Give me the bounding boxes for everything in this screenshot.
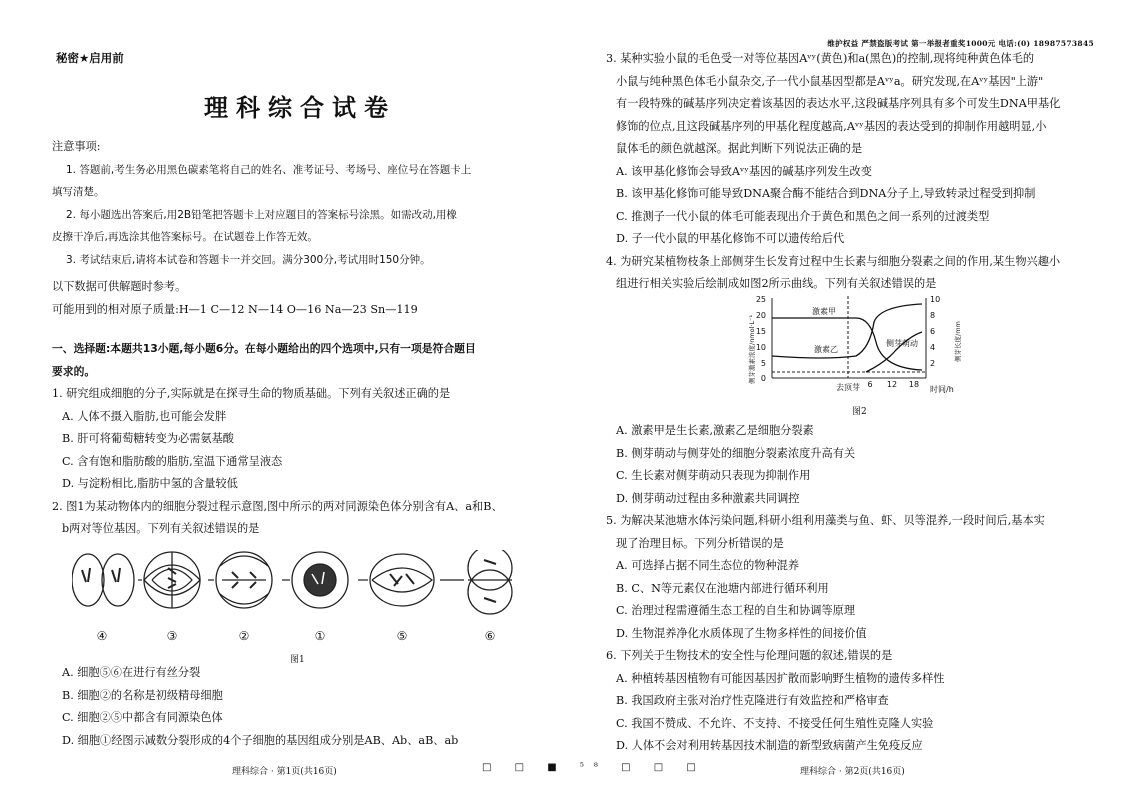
- cell-6: [468, 550, 512, 614]
- note-line: 皮擦干净后,再选涂其他答案标号。在试题卷上作答无效。: [52, 231, 318, 243]
- cell-2: [216, 552, 272, 608]
- figure-2-hormone-chart: [746, 292, 966, 398]
- q2-option-d: D. 细胞①经图示减数分裂形成的4个子细胞的基因组成分别是AB、Ab、aB、ab: [62, 733, 459, 747]
- yr-tick: 6: [930, 327, 936, 336]
- cell-1: [292, 552, 348, 608]
- q4-stem: 4. 为研究某植物枝条上部侧芽生长发育过程中生长素与细胞分裂素之间的作用,某生物兴趣小: [606, 254, 1061, 268]
- q6-option-a: A. 种植转基因植物有可能因基因扩散而影响野生植物的遗传多样性: [616, 671, 945, 685]
- x-axis-label: 时间/h: [930, 385, 954, 394]
- q3-stem-cont: 鼠体毛的颜色就越深。据此判断下列说法正确的是: [616, 142, 863, 155]
- fig1-num-1: ①: [314, 629, 326, 643]
- curve-hormone-b: [772, 304, 922, 358]
- q6-option-d: D. 人体不会对利用转基因技术制造的新型致病菌产生免疫反应: [616, 739, 923, 752]
- note-line: 1. 答题前,考生务必用黑色碳素笔将自己的姓名、准考证号、考场号、座位号在答题卡上: [66, 163, 472, 176]
- section1-heading-cont: 要求的。: [52, 364, 96, 378]
- fig2-caption: 图2: [852, 407, 867, 417]
- q4-option-a: A. 激素甲是生长素,激素乙是细胞分裂素: [616, 424, 814, 437]
- notes-heading: 注意事项:: [52, 140, 101, 153]
- label-bud-sprout: 侧芽萌动: [886, 339, 918, 348]
- q3-stem: 3. 某种实验小鼠的毛色受一对等位基因Aᵛʸ(黄色)和a(黑色)的控制,现将纯种黄色体毛的: [606, 52, 1035, 65]
- q4-option-b: B. 侧芽萌动与侧芽处的细胞分裂素浓度升高有关: [616, 446, 856, 460]
- yr-tick: 8: [930, 311, 936, 320]
- q5-option-a: A. 可选择占据不同生态位的物种混养: [616, 559, 800, 572]
- q5-option-b: B. C、N等元素仅在池塘内部进行循环利用: [616, 581, 829, 595]
- q2-option-b: B. 细胞②的名称是初级精母细胞: [62, 688, 223, 702]
- q6-option-c: C. 我国不赞成、不允许、不支持、不接受任何生殖性克隆人实验: [616, 716, 934, 730]
- q3-stem-cont: 有一段特殊的碱基序列决定着该基因的表达水平,这段碱基序列具有多个可发生DNA甲基化: [616, 97, 1061, 110]
- yl-tick: 15: [755, 327, 766, 336]
- q3-option-b: B. 该甲基化修饰可能导致DNA聚合酶不能结合到DNA分子上,导致转录过程受到抑制: [616, 187, 1036, 200]
- yl-tick: 10: [755, 343, 766, 352]
- q3-stem-cont: 小鼠与纯种黑色体毛小鼠杂交,子一代小鼠基因型都是Aᵛʸa。研究发现,在Aᵛʸ基因"上游": [616, 74, 1044, 88]
- label-hormone-a: 激素甲: [812, 307, 836, 316]
- q4-option-c: C. 生长素对侧芽萌动只表现为抑制作用: [616, 469, 811, 482]
- yl-tick: 20: [755, 311, 766, 320]
- yl-tick: 25: [755, 295, 766, 304]
- x-tick: 6: [867, 380, 873, 389]
- q3-option-d: D. 子一代小鼠的甲基化修饰不可以遗传给后代: [616, 232, 845, 245]
- q5-option-c: C. 治理过程需遵循生态工程的自生和协调等原理: [616, 604, 856, 617]
- q1-option-b: B. 肝可将葡萄糖转变为必需氨基酸: [62, 432, 234, 445]
- figure-1-cell-division: [72, 550, 532, 650]
- note-line: 3. 考试结束后,请将本试卷和答题卡一并交回。满分300分,考试用时150分钟。: [66, 253, 431, 266]
- q5-stem: 5. 为解决某池塘水体污染问题,科研小组利用藻类与鱼、虾、贝等混养,一段时间后,基本实: [606, 514, 1045, 527]
- x-tick: 18: [908, 380, 920, 389]
- fig1-num-4: ④: [96, 629, 108, 643]
- fig1-num-2: ②: [238, 629, 250, 643]
- reference-atomic-mass: 可能用到的相对原子质量:H—1 C—12 N—14 O—16 Na—23 Sn—119: [52, 302, 418, 316]
- q1-option-a: A. 人体不摄入脂肪,也可能会发胖: [62, 409, 227, 423]
- yr-tick: 10: [930, 295, 941, 304]
- fig1-num-6: ⑥: [484, 629, 496, 643]
- cell-4: [72, 554, 134, 606]
- q1-stem: 1. 研究组成细胞的分子,实际就是在探寻生命的物质基础。下列有关叙述正确的是: [52, 387, 451, 400]
- q4-option-d: D. 侧芽萌动过程由多种激素共同调控: [616, 491, 800, 505]
- q3-option-c: C. 推测子一代小鼠的体毛可能表现出介于黄色和黑色之间一系列的过渡类型: [616, 209, 990, 223]
- x-tick: 12: [886, 380, 898, 389]
- q2-stem: 2. 图1为某动物体内的细胞分裂过程示意图,图中所示的两对同源染色体分别含有A、a和B、: [52, 499, 503, 513]
- cell-5: [370, 554, 434, 606]
- q5-stem-cont: 现了治理目标。下列分析错误的是: [616, 536, 784, 550]
- cell-3: [144, 552, 200, 608]
- header-strip: 维护权益 严禁盗版考试 第一举报者重奖1000元 电话:(0) 18987573845: [827, 39, 1094, 48]
- fig1-num-3: ③: [166, 629, 178, 643]
- yr-tick: 2: [930, 359, 936, 368]
- q3-stem-cont: 修饰的位点,且这段碱基序列的甲基化程度越高,Aᵛʸ基因的表达受到的抑制作用越明显,小: [616, 119, 1047, 133]
- q2-option-a: A. 细胞⑤⑥在进行有丝分裂: [62, 666, 201, 679]
- q1-option-d: D. 与淀粉相比,脂肪中氢的含量较低: [62, 477, 238, 490]
- fig1-num-5: ⑤: [396, 629, 408, 643]
- section1-heading: 一、选择题:本题共13小题,每小题6分。在每小题给出的四个选项中,只有一项是符合题目: [52, 342, 476, 355]
- secret-label: 秘密★启用前: [56, 51, 124, 65]
- yr-tick: 4: [930, 343, 936, 352]
- q2-stem-cont: b两对等位基因。下列有关叙述错误的是: [62, 522, 260, 535]
- q5-option-d: D. 生物混养净化水质体现了生物多样性的间接价值: [616, 626, 867, 640]
- q6-option-b: B. 我国政府主张对治疗性克隆进行有效监控和严格审查: [616, 694, 889, 707]
- footer-left: 理科综合 · 第1页(共16页): [232, 767, 337, 777]
- pager-glyphs: □ □ ■ ⁵⁸ □ □ □: [482, 762, 706, 773]
- y-right-label: 侧芽长度/mm: [954, 321, 962, 362]
- q4-stem-cont: 组进行相关实验后绘制成如图2所示曲线。下列有关叙述错误的是: [616, 277, 937, 290]
- yl-tick: 0: [760, 374, 766, 383]
- label-hormone-b: 激素乙: [814, 345, 838, 354]
- footer-right: 理科综合 · 第2页(共16页): [800, 767, 905, 777]
- yl-tick: 5: [760, 359, 766, 368]
- y-left-label: 侧芽激素浓度/nmol·L⁻¹: [748, 314, 756, 384]
- exam-title: 理科综合试卷: [204, 93, 396, 122]
- x-marker-label: 去顶芽: [836, 383, 860, 392]
- q1-option-c: C. 含有饱和脂肪酸的脂肪,室温下通常呈液态: [62, 454, 283, 468]
- fig1-caption: 图1: [290, 655, 305, 665]
- note-line: 填写清楚。: [52, 186, 105, 198]
- reference-line: 以下数据可供解题时参考。: [52, 280, 187, 293]
- q3-option-a: A. 该甲基化修饰会导致Aᵛʸ基因的碱基序列发生改变: [616, 164, 872, 178]
- q2-option-c: C. 细胞②⑤中都含有同源染色体: [62, 711, 223, 724]
- note-line: 2. 每小题选出答案后,用2B铅笔把答题卡上对应题目的答案标号涂黑。如需改动,用橡: [66, 208, 457, 221]
- q6-stem: 6. 下列关于生物技术的安全性与伦理问题的叙述,错误的是: [606, 649, 893, 662]
